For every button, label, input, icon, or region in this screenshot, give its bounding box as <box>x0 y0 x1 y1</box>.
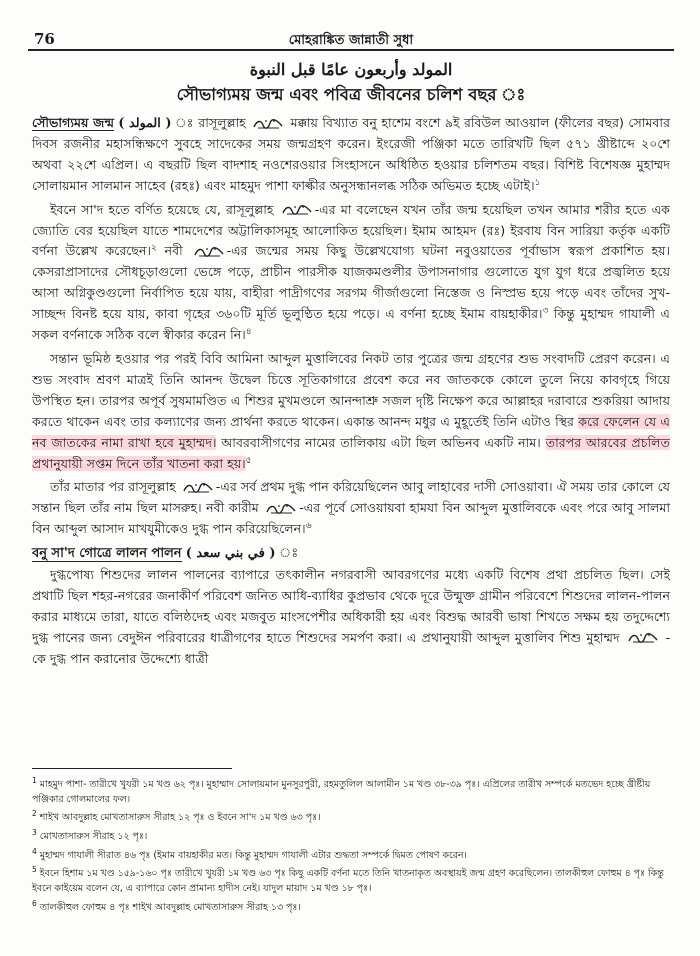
page-header <box>28 28 674 52</box>
text-run: -এর সর্ব প্রথম দুগ্ধ পান করিয়েছিলেন আবু লাহাবের দাসী সোওয়াবা। ঐ সময় তার কোলে যে সন্তান ছিল তাঁর নাম ছিল মাসরুহ। নবী কারীম <box>32 479 670 516</box>
text-run: আবরবাসীগণের নামের তালিকায় এটা ছিল অভিনব একটি নাম। <box>216 434 546 450</box>
paragraph-birth <box>32 113 670 197</box>
footnote-ref: ২ <box>150 243 157 254</box>
salutation-icon <box>252 118 284 130</box>
section-title: সৌভাগ্যময় জন্ম এবং পবিত্র জীবনের চলিশ বছর ঃ <box>176 85 526 104</box>
paragraph-nursing <box>32 477 670 540</box>
text-run: দুগ্ধপোষ্য শিশুদের লালন পালনের ব্যাপারে তৎকালীন নগরবাসী আবরগণের মধ্যে একটি বিশেষ প্রথা প্রচলিত ছিল। সেই প্রথাটি ছিল শহর-নগরের জনাকীর্ণ পরিবেশ জনিত আধি-ব্যাধির কুপ্রভাব থেকে দূরে উন্মুক্ত গ্রামীন পরিবেশে শিশুদের লালন-পালন করার মাধ্যমে তারা, যাতে বলিষ্ঠদেহ এবং মজবুত মাংসপেশীর অধিকারী হয় এবং বিশুদ্ধ আরবী ভাষা শিখতে সক্ষম হয় তদুদ্দেশ্যে দুগ্ধ পানের জন্য বেদুঈন পরিবারের ধাত্রীগণের হাতে শিশুদের সমর্পণ করা। এ প্রথানুযায়ী আব্দুল মুত্তালিব শিশু মুহাম্মদ <box>32 567 670 645</box>
footnote <box>32 863 670 896</box>
paragraph-naming <box>32 349 670 474</box>
footnote <box>32 826 670 845</box>
footnote-number: 6 <box>32 898 37 908</box>
text-run: তাঁর মাতার পর রাসূলুল্লাহ <box>50 479 180 495</box>
footnote-number: 4 <box>32 846 37 856</box>
text-run: - কে দুগ্ধ পান করানোর উদ্দেশ্যে ধাত্রী <box>32 629 670 666</box>
page-body <box>32 60 670 673</box>
footnote <box>32 845 670 864</box>
footnote <box>32 774 670 807</box>
text-run: -এর মা বলেছেন যখন তাঁর জন্ম হয়েছিল তখন আমার শরীর হতে এক জ্যোতি বের হয়েছিল যাতে শামদেশের অট্টালিকাসমূহ আলোকিত হয়েছিল। ইমাম আহমদ (রঃ) ইরবায বিন সারিয়া কর্তৃক একটি বর্ণনা উল্লেখ করেছেন। <box>32 201 670 259</box>
header-rule <box>28 49 674 51</box>
text-run: সন্তান ভূমিষ্ঠ হওয়ার পর পরই বিবি আমিনা আব্দুল মুত্তালিবের নিকট তার পুত্রের জন্ম গ্রহণের শুভ সংবাদটি প্রেরণ করেন। এ শুভ সংবাদ শ্রবণ মাত্রই তিনি আনন্দ উদ্বেল চিত্তে সূতিকাগারে প্রবেশ করে নব জাতককে কোলে তুলে নিয়ে কাবগৃহে গিয়ে উপস্থিত হন। তারপর অপূর্ব সুষমামণ্ডিত এ শিশুর মুখমণ্ডলে আনন্দাশ্রু সজল দৃষ্টি নিক্ষেপ করে আল্লাহর দরাবারে শুকরিয়া আদায় করতে থাকেন এবং তার কল্যাণের জন্য প্রার্থনা করতে থাকেন। একান্ত আনন্দ মধুর এ মুহূর্তেই তিনি এটাও স্থির <box>32 350 670 429</box>
footnote-text: শাইখ আবদুল্লাহ মোখতাসারুস সীরাহ ১২ পৃঃ ও ইবনে সা'দ ১ম খণ্ড ৬৩ পৃঃ। <box>39 812 321 824</box>
highlighted-text: করে ফেলেন যে এ নব জাতকের নামা রাখা হবে মুহাম্মদ। <box>32 413 670 450</box>
footnote-text: মুহাম্মদ গাযালী সীরাত ৪৬ পৃঃ (ইমাম বায়হাকীর মত। কিন্তু মুহাম্মদ গাযালী এটার শুদ্ধতা সম্পর্কে দ্বিমত পোষণ করেন। <box>39 849 467 861</box>
footnote-text: মোখতাসারুস সীরাহ ১২ পৃঃ। <box>39 831 148 843</box>
footnote-number: 5 <box>32 865 37 875</box>
text-run: -এর পূর্বে সোওয়ায়বা হামযা বিন আব্দুল মুত্তালিবকে এবং পরে আবু সালমা বিন আব্দুল আসাদ মাখযুমীকেও দুগ্ধ পান করিয়েছিলেন। <box>32 500 670 537</box>
text-run: ঃ <box>275 546 299 562</box>
salutation-icon <box>627 632 659 644</box>
salutation-icon <box>182 482 214 494</box>
footnote-ref: ৩ <box>542 305 549 316</box>
subheading-arabic: ( في بني سعد ) <box>185 546 276 562</box>
text-run: মক্কায় বিখ্যাত বনু হাশেম বংশে ৯ই রবিউল আওয়াল (ফীলের বছর) সোমবার দিবস রজনীর মহাসন্ধিক্ষণে সুবহে সাদেকের সময় জন্মগ্রহণ করেন। ইংরেজী পঞ্জিকা মতে তারিখটি ছিল ৫৭১ খ্রীষ্টাব্দে ২০শে অথবা ২২শে এপ্রিল। এ বছরটি ছিল বাদশাহ নওশেরওয়ার সিংহাসনে অধিষ্ঠিত হওয়ার চলিশতম বছর। বিশিষ্ট বিশেষজ্ঞ মুহাম্মদ সোলায়মান সালমান সাহেব (রহঃ) এবং মাহমুদ পাশা ফাল্কীর অনুসন্ধানলব্ধ সঠিক অভিমত হচ্ছে এটাই। <box>32 115 671 193</box>
lead-term-arabic: ( المولد ) <box>118 115 172 130</box>
footnote-number: 1 <box>32 776 37 785</box>
footnote-rule <box>32 768 232 769</box>
paragraph-light <box>32 200 670 346</box>
salutation-icon <box>265 503 297 515</box>
subheading-banu-saad <box>32 543 670 564</box>
footnote-text: তালকীহুল ফোহুম ৪ পৃঃ শাইখ আবদুল্লাহ মোখতাসারুস সীরাহ ১৩ পৃঃ। <box>39 901 301 913</box>
footnote-ref: ৬ <box>305 521 312 532</box>
text-run: -এর জন্মের সময় কিছু উল্লেখযোগ্য ঘটনা নবুওয়াতের পূর্বাভাস স্বরূপ প্রকাশিত হয়। কেসরাপ্রাসাদের সৌধচূড়াগুলো ভেঙ্গে পড়ে, প্রাচীন পারসীক যাজকমণ্ডলীর উপাসনাগার গুলোতে যুগ যুগ ধরে প্রজ্বলিত হয়ে আসা অগ্নিকুণ্ডগুলো নির্বাপিত হয়ে যায়, বাহীরা পাদ্রীগণের সরগম গীর্জাগুলো নিস্তেজ ও নিস্প্রভ হয়ে পড়ে এবং তাঁদের সুখ-সাচ্ছন্দ বিনষ্ট হয়ে যায়, কাবা গৃহের ৩৬০টি মূর্তি ভূলুণ্ঠিত হয়ে পড়ে। এ বর্ণনা হচ্ছে ইমাম বায়হাকীর। <box>32 243 670 322</box>
highlighted-text: তারপর আরবের প্রচলিত প্রথানুযায়ী সপ্তম দিনে তাঁর খাতনা করা হয়। <box>32 434 670 471</box>
text-run: ঃ রাসূলুল্লাহ <box>171 115 251 130</box>
running-title: মোহরাঙ্কিত জান্নাতী সুধা <box>288 33 414 48</box>
text-run: নবী <box>156 243 191 259</box>
footnote-text: মাহমুদ পাশা- তারীখে খুযরী ১ম খণ্ড ৬২ পৃঃ। মুহাম্মাদ সোলায়মান মুনসুরপুরী, রহমতুলিল আলামীন ১ম খণ্ড ৩৮-৩৯ পৃঃ। এপ্রিলের তারীখ সম্পর্কে মতভেদ হচ্ছে খ্রীষ্টীয় পঞ্জিকার গোলমালের ফল। <box>32 779 651 805</box>
page-number: 76 <box>34 30 55 48</box>
text-run: কিন্তু মুহাম্মদ গাযালী এ সকল বর্ণনাকে সঠিক বলে স্বীকার করেন নি। <box>32 306 670 343</box>
footnote-number: 3 <box>32 828 37 838</box>
paragraph-foster-custom <box>32 565 670 670</box>
salutation-icon <box>281 204 313 216</box>
arabic-chapter-title: المولد وأربعون عامًا قبل النبوة <box>249 60 453 79</box>
footnote-number: 2 <box>32 809 37 819</box>
lead-term: সৌভাগ্যময় জন্ম <box>32 115 114 130</box>
footnote-ref: ৫ <box>245 455 252 466</box>
footnote-ref: ৪ <box>245 326 252 337</box>
footnotes <box>32 768 670 916</box>
text-run: ইবনে সা'দ হতে বর্ণিত হয়েছে যে, রাসূলুল্লাহ <box>50 201 279 217</box>
subheading-label: বনু সা'দ গোত্রে লালন পালন <box>32 546 182 562</box>
footnote-ref: ১ <box>534 177 541 188</box>
footnote-text: ইবনে হিশাম ১ম খণ্ড ১৫৯-১৬০ পৃঃ তারীখে খুযরী ১ম খণ্ড ৬৩ পৃঃ কিছু একটি বর্ণনা মতে তিনি খাতনাকৃত অবস্থায়ই জন্ম গ্রহণ করেছিলেন। তালকীহুল ফোহুম ৪ পৃঃ কিন্তু ইবনে কাইয়েম বলেন যে, এ ব্যাপারে কোন প্রামান্য হাদীস নেই। যাদুল মায়াদ ১ম খণ্ড ১৮ পৃঃ। <box>32 868 664 895</box>
salutation-icon <box>193 246 225 258</box>
footnote <box>32 897 670 916</box>
footnote <box>32 807 670 826</box>
